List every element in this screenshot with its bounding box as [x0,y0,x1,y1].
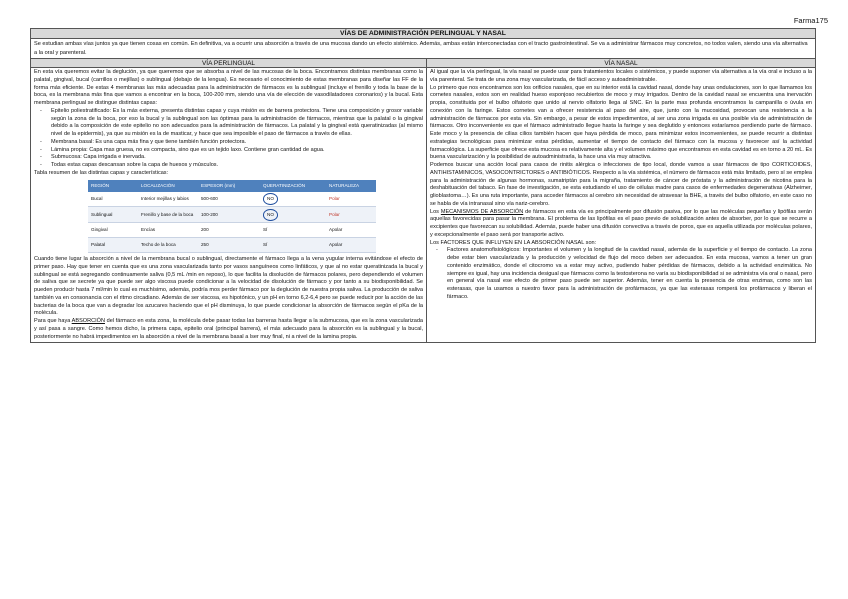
table-header-cell: NATURALEZA [326,180,376,192]
table-cell: Sublingual [88,207,138,223]
document-title: VÍAS DE ADMINISTRACIÓN PERLINGUAL Y NASAL [31,29,815,39]
nasal-paragraph-4 [430,209,812,240]
table-header-cell: REGIÓN [88,180,138,192]
two-columns [31,59,815,342]
left-column [31,59,427,342]
table-caption: Tabla resumen de las distintas capas y características: [34,169,169,176]
table-cell: Apolar [326,223,376,238]
table-cell: SÍ [260,238,326,253]
text-run: Los [430,208,441,215]
perlingual-paragraph-1: En esta vía queremos evitar la deglución, ya que queremos que se absorba a nivel de las mucosas de la boca. Encontramos distintas membranas como la palatal, gingival, bucal (carrillos o mejillas) o sublingual (debajo de la lengua). Es necesario el conocimiento de estas membranas para diseñar las FF de la forma más eficiente. De estas 4 membranas las más adecuadas para la administración de fármacos es la sublingual (incluye el frenillo y toda la base de la boca, es la membrana más fina que vamos a encontrar en la boca, 100-200 mm, siendo una vía de elección de vasodilatadores coronarios) y la bucal. Esta membrana perlingual se distingue distintas capas: [34,69,423,106]
table-cell: 250 [198,238,260,253]
layer-item: - Membrana basal: Es una capa más fina y que tiene también función protectora. [34,139,423,147]
nasal-paragraph-5: Los FACTORES QUE INFLUYEN EN LA ABSORCIÓN NASAL son: [430,239,597,246]
nasal-heading: VÍA NASAL [427,59,815,68]
table-cell: Encías [138,223,198,238]
table-cell: Gingival [88,223,138,238]
table-cell: Polar [326,207,376,223]
intro-paragraph: Se estudian ambas vías juntos ya que tienen cosas en común. En definitiva, va a ocurrir una absorción a través de una mucosa dando un efecto sistémico. Además, ambas están interconectadas con el tracto gastrointestinal. Se va a administrar fármacos muy concretos, no todos valen, siendo una vía alternativa a la oral y parenteral. [31,39,815,59]
nasal-paragraph-2: Lo primero que nos encontramos son los orificios nasales, que en su interior está la cavidad nasal, donde hay unas ondulaciones, son lo que llamamos los cornetes nasales, estos son en realidad hueso esponjoso recubiertos de moco y muy irrigados. Dentro de la cavidad nasal se encuentra una inervación propia, constituida por el bulbo olfatorio que unido al nervio olfatorio llega al SNC. En la parte mas profunda encontramos la campanilla o úvula en conexión con la faringe. Estos cornetes van a ofrecer resistencia al paso del aire, que, junto con la mucosidad, provocan una resistencia a la administración de fármacos por esta vía. Sin embargo, a pesar de estos impedimentos, al ser una zona irrigada es una posible vía de administración de fármacos. Otro inconveniente es que el fármaco administrado llegue hasta la faringe y sea deglutido y entonces estaríamos perdiendo parte de fármaco. Este moco y la presencia de cilias cilios también hacen que haya pérdida de moco, para minimizar estos inconvenientes, se puede recurrir a distintas estrategias tecnológicas para minimizar estas pérdidas, aumentar el tiempo de contacto del fármaco con la mucosa y favorecer así la actividad farmacológica. La superficie que ofrece esta mucosa es relativamente alta y el volumen máximo que encontramos en esta cavidad es en torno a 20 mL. Es buena vascularización y la posibilidad de autoadministrarla, la hace una vía muy atractiva. [430,84,812,161]
table-cell: Apolar [326,238,376,253]
table-cell: Palatal [88,238,138,253]
document-table [30,28,816,343]
perlingual-heading: VÍA PERLINGUAL [31,59,426,68]
table-cell: Interior mejillas y labios [138,192,198,207]
circled-value: NO [263,193,278,205]
perlingual-body [31,68,426,342]
table-row [88,207,376,223]
underlined-term: ABSORCIÓN [71,318,105,324]
nasal-paragraph-3: Podemos buscar una acción local para casos de rinitis alérgica o infecciones de tipo local, donde vamos a usar fármacos de tipo CORTICOIDES, ANTIHISTAMINICOS, VASOCONTRICTORES o ANTIBIÓTICOS. Respecto a la vía sistémica, el número de fármacos está más limitado, pero sí se emplea para la administración de algunas hormonas, sumatriptán para la migraña, tratamiento de cáncer de próstata y la administración de nicotina para la deshabituación del tabaco. En fase de investigación, se esta estudiando el uso de células madre para casos de enfermedades degenerativas (Alzheimer, glioblastoma…). Es una ruta importante, para acceder fármacos al cerebro sin necesidad de atravesar la BHE, a través del bulbo olfatorio, en este caso no se habla de vía intranasal sino vía nariz-cerebro. [430,162,812,207]
layers-summary-table [88,180,376,254]
perlingual-paragraph-3 [34,318,423,341]
table-cell [260,207,326,223]
nasal-paragraph-1: Al igual que la vía perlingual, la vía nasal se puede usar para tratamientos locales o sistémicos, y puede suponer vía alternativa a la vía oral e incluso a la vía parenteral. Se trata de una zona muy vascularizada, de fácil acceso y autoadministrable. [430,69,812,83]
text-run: del fármaco en esta zona, la molécula debe pasar todas las barreras hasta llegar a la submucosa, que es la zona vascularizada y así pasa a sangre. Como hemos dicho, la primera capa, epitelio oral (principal barrera), el más adecuado para la absorción es la sublingual y la bucal, posteriormente no habrá impedimentos en la absorción a nivel de la membrana basal a lser muy final, ni a nivel de la lamina propia. [34,318,423,340]
page-header-label: Farma175 [793,16,828,25]
layer-item: - Lámina propia: Capa mas gruesa, no es compacta, sino que es un tejido laxo. Contiene gran cantidad de agua. [34,147,423,155]
layers-list [34,108,423,170]
table-header-cell: ESPESOR (mm) [198,180,260,192]
table-header-row [88,180,376,192]
table-cell: Frenillo y base de la boca [138,207,198,223]
layer-item: - Epitelio poliestratificado: Es la más externa, presenta distintas capas y cuya misión es de barrera protectora. Tiene una composición y grosor variable según la zona de la boca, por eso la bucal y la sublingual son las óptimas para la administración de fármacos, mientras que la palatal o la gingival debido a la composición de este epitelio no son adecuados para la administración de fármacos. La palatal y la gingival está queratinizadas (al mismo nivel de la epidermis), ya que su misión es la de masticar, y hace que sea imposible el paso de fármacos a través de ellas. [34,108,423,139]
circled-value: NO [263,209,278,221]
table-cell: Techo de la boca [138,238,198,253]
table-cell: 100-200 [198,207,260,223]
text-run: Para que haya [34,318,72,324]
underlined-term: MECANISMOS DE ABSORCIÓN [440,208,524,215]
table-row [88,192,376,207]
table-cell: 500-600 [198,192,260,207]
factors-list [430,247,812,301]
layer-item: - Submucosa: Capa irrigada e inervada. [34,154,423,162]
table-cell: 200 [198,223,260,238]
table-row [88,223,376,238]
text-run: de fármacos en esta vía es principalmente por difusión pasiva, por lo que las moléculas pequeñas y lipófilas serán aquellas favorecidas para pasar la membrana. El problema de las lipófilas es el paso previo de solubilización antes de absorber, por lo que se recurre a excipientes que favorezcan su solubilidad. Además, puede haber una difusión convectiva a través de poros, que es aquella utilizada por moléculas polares, y excepcionalmente el paso será por transporte activo. [430,208,813,238]
table-cell [260,192,326,207]
layer-item: - Todas estas capas descansan sobre la capa de huesos y músculos. [34,162,423,170]
nasal-body [427,68,815,303]
factor-item: - Factores anatomofisiológicos: Importantes el volumen y la longitud de la cavidad nasal, además de la superficie y el tiempo de contacto. La zona debe estar bien vascularizada y la producción y velocidad de flujo del moco deben ser adecuados. En esta mucosa, vamos a tener un gran contenido enzimático, donde el citocromo va a estar muy activo, pudiendo haber pérdidas de fármacos, debido a la actividad enzimática. No siempre es igual, hay una incidencia desigual que fármacos como la testosterona no varía su biodisponibilidad si se administra vía oral o nasal, pero en general vía nasal ese efecto de primer paso puede ser superior. Además, tener en cuenta la presencia de otras enzimas, como son las esterasas, que la usamos a nuestro favor para la administración de profármacos, ya que las esterasas romperá los profármacos y liberan el fármaco. [430,247,812,301]
table-cell: Bucal [88,192,138,207]
table-cell: SÍ [260,223,326,238]
table-header-cell: LOCALIZACIÓN [138,180,198,192]
perlingual-paragraph-2: Cuando tiene lugar la absorción a nivel de la membrana bucal o sublingual, directamente el fármaco llega a la vena yugular interna evitándose el efecto de primer paso. Hay que tener en cuenta que es una zona vascularizada tanto por vasos sanguíneos como linfáticos, y que al no estar queratinizada la bucal y sublingual se está segregando continuamente saliva (0,5 mL /min en reposo), lo que facilita la disolución de fármacos polares, pero dependiendo el volumen de saliva que se secrete ya que puede ser algo viscosa puede condicionar a la velocidad de disolución de fármaco y por tanto a su biodisponibilidad. Se pueden producir hasta 7 ml/min lo cual es muchísimo, además, podría mos perder fármaco por la deglución de nuestra propia saliva. La producción de saliva también va en consonancia con el ritmo circadiano. Además de ser viscosa, es hipotónico, y un pH en torno 6,2-6,4 pero se puede reducir por la acción de las bacterias de la boca que van a degradar los azucares haciendo que el pH disminuya, lo que puede condicionar la absorción de fármacos según el pKa de la molécula. [34,256,423,317]
right-column [427,59,815,342]
table-row [88,238,376,253]
table-header-cell: QUERATINIZACIÓN [260,180,326,192]
table-cell: Polar [326,192,376,207]
